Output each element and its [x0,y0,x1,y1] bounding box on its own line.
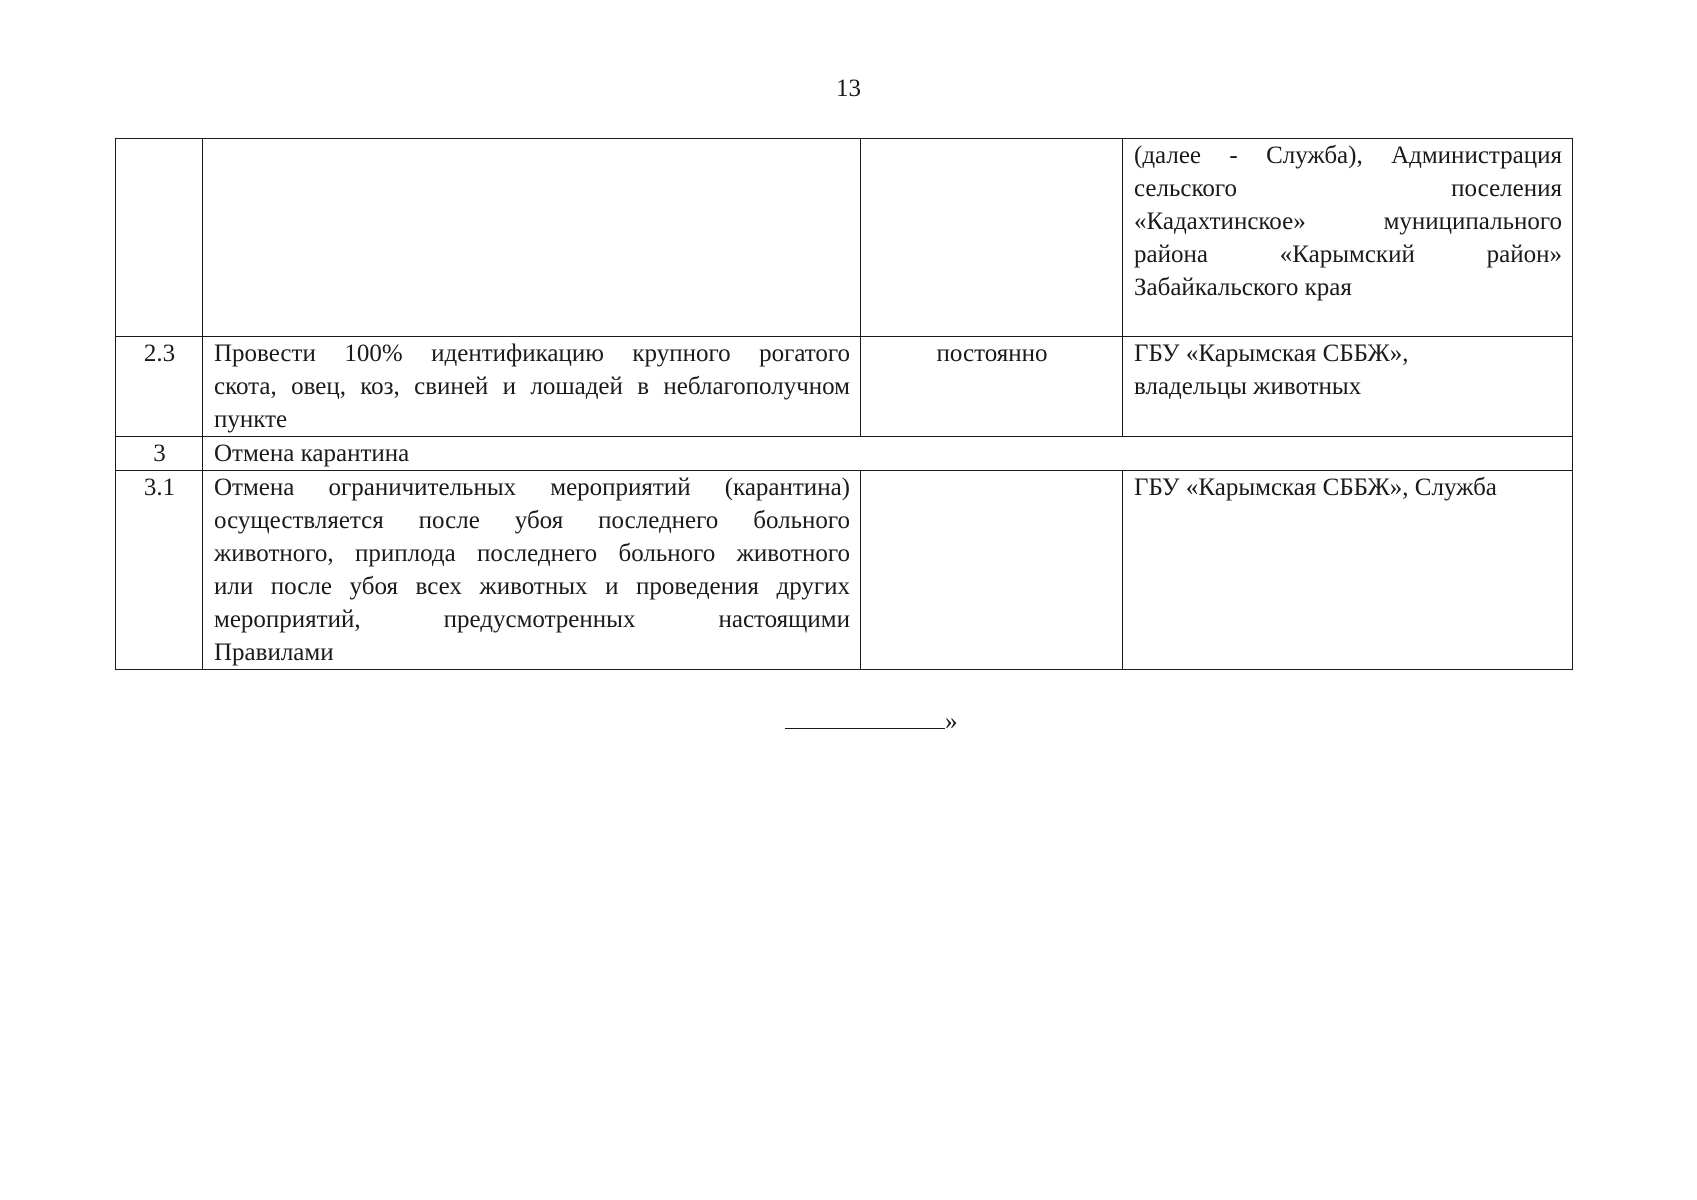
activity-line: Правилами [214,639,334,666]
row-number-cell [116,139,203,337]
activity-line: Отмена ограничительных мероприятий (карантина) [214,474,850,501]
activity-cell [203,139,861,337]
table-row [116,437,1573,471]
activity-cell [203,471,861,670]
responsible-cell: ГБУ «Карымская СББЖ», Служба [1123,471,1573,670]
page-number: 13 [836,75,861,102]
activity-line: скота, овец, коз, свиней и лошадей в неблагополучном [214,373,850,400]
table-row [116,337,1573,437]
activity-line: Провести 100% идентификацию крупного рогатого [214,340,850,367]
measures-table [115,138,1573,670]
responsible-line: «Кадахтинское» муниципального [1134,208,1562,235]
deadline-cell [861,471,1123,670]
activity-line: мероприятий, предусмотренных настоящими [214,606,850,633]
responsible-line: сельского поселения [1134,175,1562,202]
responsible-line: ГБУ «Карымская СББЖ», [1134,340,1409,367]
deadline-cell [861,139,1123,337]
closing-mark [785,702,958,737]
activity-cell [203,337,861,437]
activity-line: осуществляется после убоя последнего больного [214,507,850,534]
section-title-cell: Отмена карантина [203,437,1573,471]
responsible-line: Забайкальского края [1134,274,1352,301]
responsible-line: района «Карымский район» [1134,241,1562,268]
row-number-cell: 3.1 [116,471,203,670]
responsible-cell [1123,139,1573,337]
responsible-cell [1123,337,1573,437]
row-number-cell: 2.3 [116,337,203,437]
table-row [116,471,1573,670]
row-number-cell: 3 [116,437,203,471]
responsible-line: (далее - Служба), Администрация [1134,142,1562,169]
activity-line: пункте [214,406,288,433]
activity-line: животного, приплода последнего больного животного [214,540,850,567]
deadline-cell: постоянно [861,337,1123,437]
activity-line: или после убоя всех животных и проведения других [214,573,850,600]
table-row [116,139,1573,337]
closing-quote: » [945,708,958,735]
closing-underline [785,702,945,729]
responsible-line: владельцы животных [1134,373,1362,400]
